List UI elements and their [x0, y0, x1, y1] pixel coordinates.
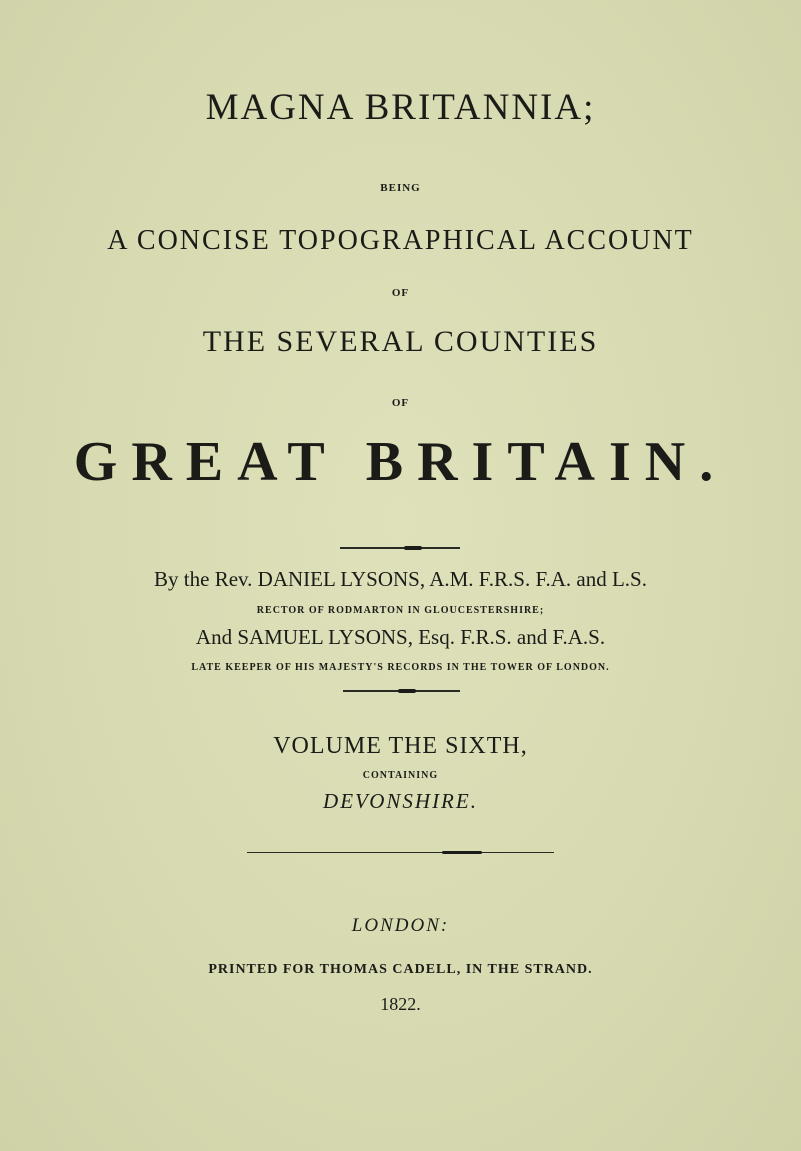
containing-text: CONTAINING [362, 770, 439, 781]
main-title: MAGNA BRITANNIA; [205, 87, 596, 128]
publication-place: LONDON: [351, 915, 450, 936]
county-name: DEVONSHIRE. [323, 789, 478, 813]
author-2: And SAMUEL LYSONS, Esq. F.R.S. and F.A.S. [195, 625, 606, 649]
author-2-title: LATE KEEPER OF HIS MAJESTY'S RECORDS IN THE TOWER OF LONDON. [191, 662, 610, 673]
subtitle-2: THE SEVERAL COUNTIES [202, 325, 599, 358]
of-text-2: OF [391, 397, 410, 409]
author-1-title: RECTOR OF RODMARTON IN GLOUCESTERSHIRE; [256, 605, 545, 616]
author-1: By the Rev. DANIEL LYSONS, A.M. F.R.S. F.A. and L.S. [154, 567, 647, 591]
ornamental-rule-1 [340, 547, 460, 549]
subtitle: A CONCISE TOPOGRAPHICAL ACCOUNT [107, 225, 694, 256]
of-text-1: OF [391, 287, 410, 299]
ornamental-rule-2 [343, 690, 460, 692]
being-text: BEING [380, 182, 421, 194]
publication-year: 1822. [380, 994, 421, 1014]
volume-heading: VOLUME THE SIXTH, [273, 733, 528, 759]
ornamental-rule-3 [247, 852, 554, 853]
printer-line: PRINTED FOR THOMAS CADELL, IN THE STRAND. [208, 962, 593, 977]
country-title: GREAT BRITAIN. [73, 431, 728, 493]
